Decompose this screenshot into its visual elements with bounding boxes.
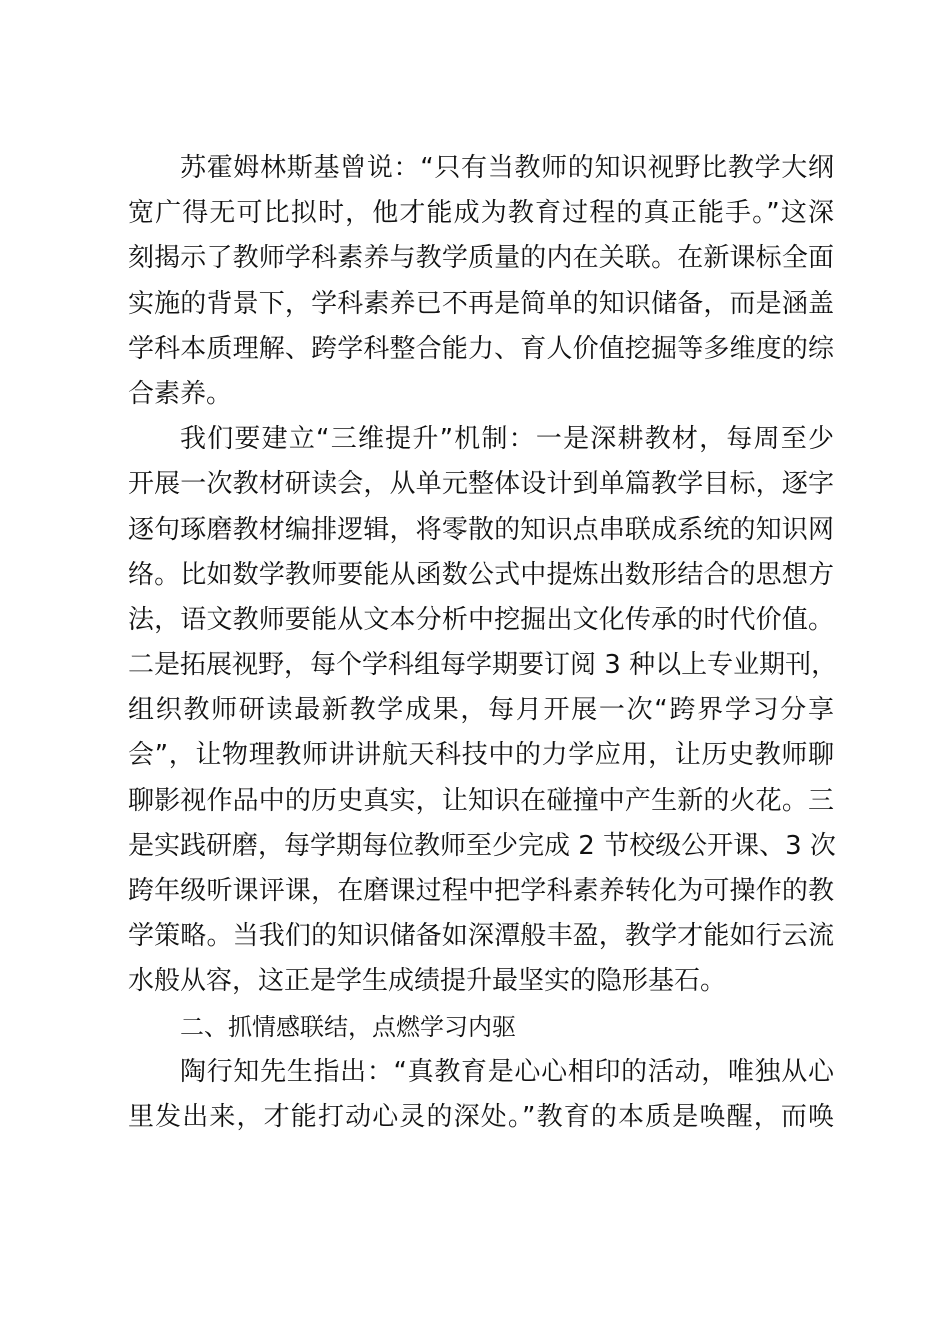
paragraph-line: 水般从容，这正是学生成绩提升最坚实的隐形基石。 xyxy=(128,966,727,997)
paragraph-line: 学策略。当我们的知识储备如深潭般丰盈，教学才能如行云流 xyxy=(128,921,834,952)
paragraph-line: 开展一次教材研读会，从单元整体设计到单篇教学目标，逐字 xyxy=(128,469,834,500)
paragraph-line: 组织教师研读最新教学成果，每月开展一次“跨界学习分享 xyxy=(128,695,834,726)
paragraph-line: 逐句琢磨教材编排逻辑，将零散的知识点串联成系统的知识网 xyxy=(128,514,834,545)
paragraph-line: 宽广得无可比拟时，他才能成为教育过程的真正能手。”这深 xyxy=(128,198,834,229)
paragraph-2 xyxy=(128,417,838,1004)
paragraph-line: 合素养。 xyxy=(128,378,233,409)
paragraph-line: 学科本质理解、跨学科整合能力、育人价值挖掘等多维度的综 xyxy=(128,333,834,364)
paragraph-1 xyxy=(128,146,834,417)
paragraph-line: 聊影视作品中的历史真实，让知识在碰撞中产生新的火花。三 xyxy=(128,785,834,816)
paragraph-line: 实施的背景下，学科素养已不再是简单的知识储备，而是涵盖 xyxy=(128,288,834,319)
paragraph-line: 陶行知先生指出：“真教育是心心相印的活动，唯独从心 xyxy=(180,1056,834,1087)
section-heading: 二、抓情感联结，点燃学习内驱 xyxy=(180,1012,516,1041)
paragraph-line: 法，语文教师要能从文本分析中挖掘出文化传承的时代价值。 xyxy=(128,604,834,635)
paragraph-line: 刻揭示了教师学科素养与教学质量的内在关联。在新课标全面 xyxy=(128,243,834,274)
paragraph-line: 会”，让物理教师讲讲航天科技中的力学应用，让历史教师聊 xyxy=(128,740,834,771)
paragraph-line: 里发出来，才能打动心灵的深处。”教育的本质是唤醒，而唤 xyxy=(128,1101,834,1132)
document-body xyxy=(128,146,838,1140)
paragraph-line: 是实践研磨，每学期每位教师至少完成 2 节校级公开课、3 次 xyxy=(128,830,836,861)
paragraph-line: 二是拓展视野，每个学科组每学期要订阅 3 种以上专业期刊， xyxy=(128,650,838,681)
paragraph-line: 我们要建立“三维提升”机制：一是深耕教材，每周至少 xyxy=(180,424,834,455)
paragraph-line: 苏霍姆林斯基曾说：“只有当教师的知识视野比教学大纲 xyxy=(180,153,834,183)
paragraph-line: 跨年级听课评课，在磨课过程中把学科素养转化为可操作的教 xyxy=(128,876,834,906)
paragraph-3 xyxy=(128,1050,834,1140)
paragraph-line: 络。比如数学教师要能从函数公式中提炼出数形结合的思想方 xyxy=(128,559,834,590)
